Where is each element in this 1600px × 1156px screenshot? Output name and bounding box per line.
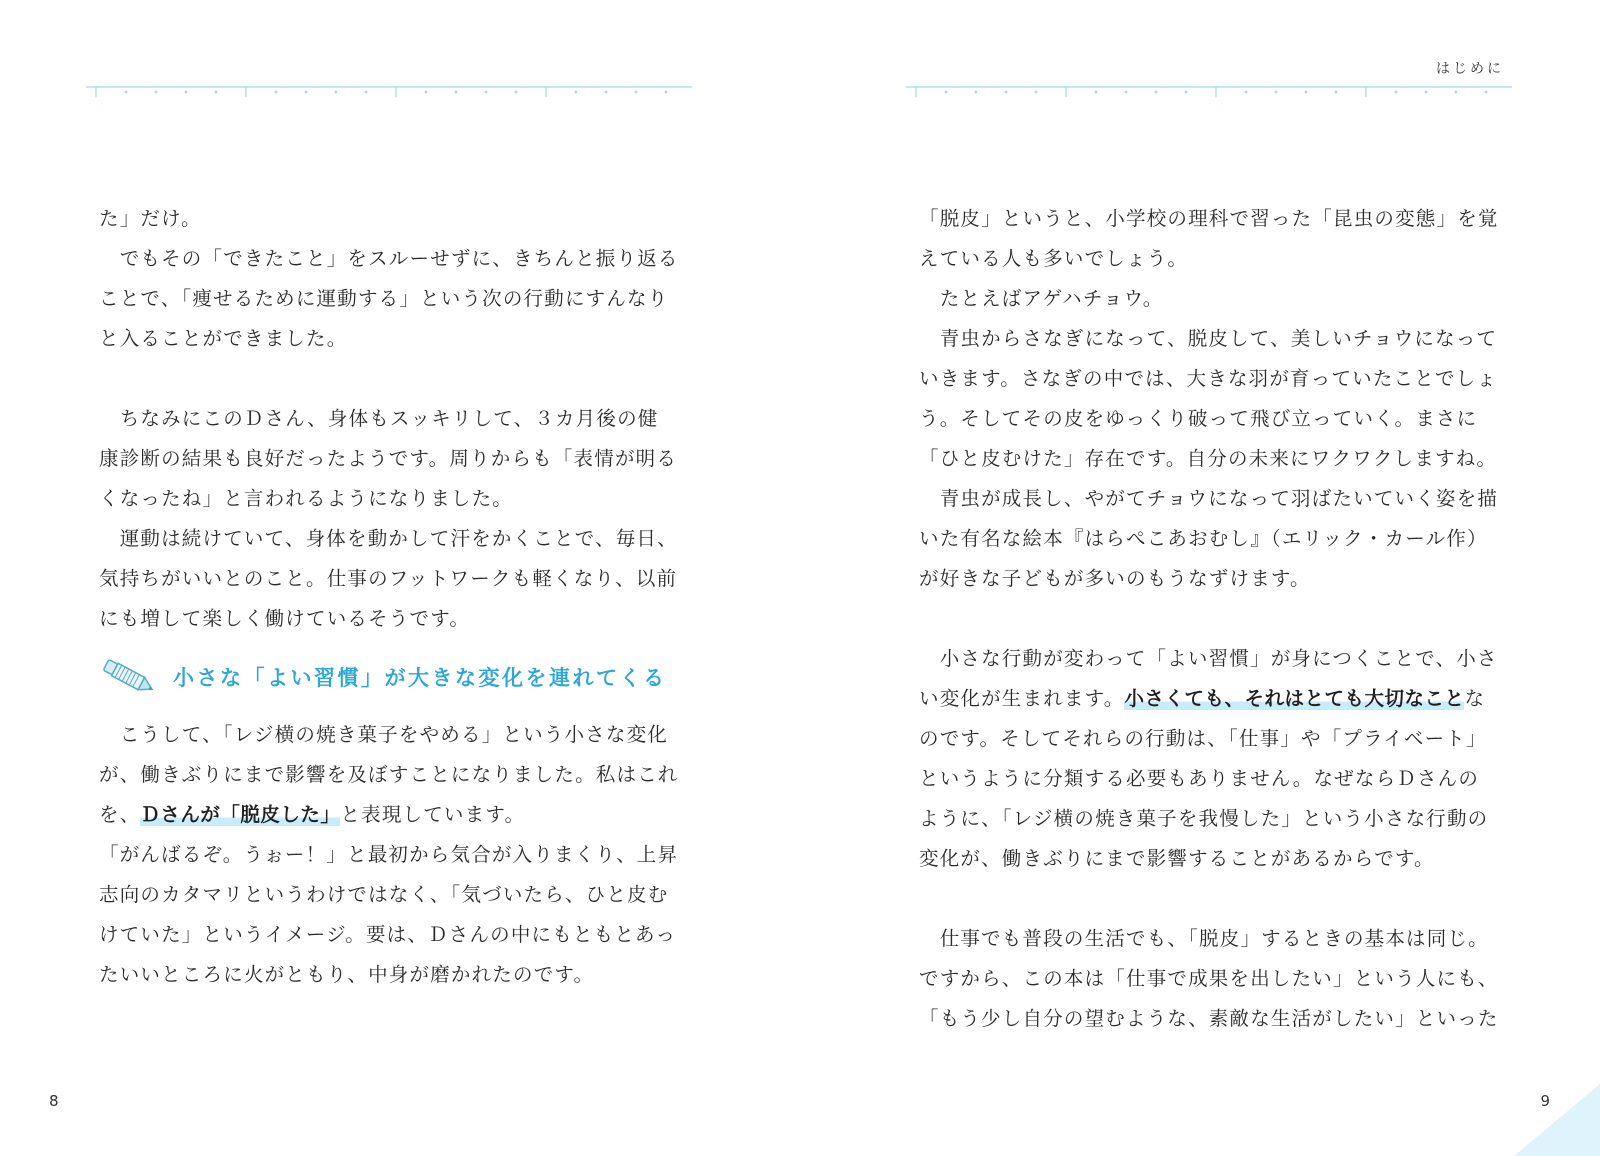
text-line: たいいところに火がともり、中身が磨かれたのです。 <box>99 963 595 986</box>
text-line: えている人も多いでしょう。 <box>919 247 1189 270</box>
text-line: 変化が、働きぶりにまで影響することがあるからです。 <box>919 847 1435 870</box>
corner-triangle <box>1514 1084 1600 1156</box>
blank-line <box>99 359 687 399</box>
right-page <box>800 0 1600 1156</box>
text-line: 青虫からさなぎになって、脱皮して、美しいチョウになって <box>919 327 1498 350</box>
highlight-text: 小さくても、それはとても大切なこと <box>1124 687 1465 710</box>
emphasis-line <box>919 679 1507 719</box>
text-line: 青虫が成長し、やがてチョウになって羽ばたいていく姿を描 <box>919 487 1499 510</box>
text-line: と入ることができました。 <box>99 327 348 350</box>
text-line: 「がんばるぞ。うぉー！」と最初から気合が入りまくり、上昇 <box>99 843 679 866</box>
text-segment: を、 <box>99 803 141 826</box>
text-line: 康診断の結果も良好だったようです。周りからも「表情が明る <box>99 447 678 470</box>
page-number: 8 <box>49 1092 59 1110</box>
text-line: う。そしてその皮をゆっくり破って飛び立っていく。まさに <box>919 407 1478 430</box>
page-number: 9 <box>1540 1092 1550 1110</box>
text-line: いた有名な絵本『はらぺこあおむし』（エリック・カール作） <box>919 527 1488 550</box>
text-segment: い変化が生まれます。 <box>919 687 1125 710</box>
text-segment: と表現しています。 <box>340 803 526 826</box>
text-line: 小さな行動が変わって「よい習慣」が身につくことで、小さ <box>919 647 1498 670</box>
left-body-text <box>99 199 687 995</box>
pencil-icon <box>97 651 161 703</box>
text-line: くなったね」と言われるようになりました。 <box>99 487 514 510</box>
text-line: 「もう少し自分の望むような、素敵な生活がしたい」といった <box>919 1007 1499 1030</box>
text-line: ちなみにこのＤさん、身体もスッキリして、３カ月後の健 <box>99 407 659 430</box>
text-line: というように分類する必要もありません。なぜならＤさんの <box>919 767 1480 790</box>
text-line: こうして、「レジ横の焼き菓子をやめる」という小さな変化 <box>99 723 668 746</box>
blank-line <box>919 879 1507 919</box>
text-line: いきます。さなぎの中では、大きな羽が育っていたことでしょ <box>919 367 1498 390</box>
text-line: 志向のカタマリというわけではなく、「気づいたら、ひと皮む <box>99 883 669 906</box>
text-line: た」だけ。 <box>99 207 202 230</box>
running-head: はじめに <box>1436 61 1504 77</box>
text-line: ように、「レジ横の焼き菓子を我慢した」という小さな行動の <box>919 807 1489 830</box>
right-body-text <box>919 199 1507 1039</box>
text-line: のです。そしてそれらの行動は、「仕事」や「プライベート」 <box>919 727 1487 750</box>
text-line: にも増して楽しく働けているそうです。 <box>99 607 471 630</box>
text-line: たとえばアゲハチョウ。 <box>919 287 1164 310</box>
section-heading-row <box>97 639 687 715</box>
text-line: 気持ちがいいとのこと。仕事のフットワークも軽くなり、以前 <box>99 567 678 590</box>
text-line: 運動は続けていて、身体を動かして汗をかくことで、毎日、 <box>99 527 678 550</box>
emphasis-line <box>99 795 687 835</box>
text-line: ことで、「痩せるために運動する」という次の行動にすんなり <box>99 287 669 310</box>
text-line: が好きな子どもが多いのもうなずけます。 <box>919 567 1311 590</box>
text-line: でもその「できたこと」をスルーせずに、きちんと振り返る <box>99 247 679 270</box>
text-line: が、働きぶりにまで影響を及ぼすことになりました。私はこれ <box>99 763 679 786</box>
header-ruler-left <box>86 86 692 98</box>
header-ruler-right <box>906 86 1512 98</box>
text-segment: な <box>1464 687 1486 710</box>
highlight-text: Ｄさんが「脱皮した」 <box>140 803 341 826</box>
text-line: 仕事でも普段の生活でも、「脱皮」するときの基本は同じ。 <box>919 927 1489 950</box>
blank-line <box>919 599 1507 639</box>
text-line: 「ひと皮むけた」存在です。自分の未来にワクワクしますね。 <box>919 447 1498 470</box>
text-line: けていた」というイメージ。要は、Ｄさんの中にもともとあっ <box>99 923 677 946</box>
text-line: 「脱皮」というと、小学校の理科で習った「昆虫の変態」を覚 <box>919 207 1499 230</box>
section-heading: 小さな「よい習慣」が大きな変化を連れてくる <box>173 666 667 690</box>
text-line: ですから、この本は「仕事で成果を出したい」という人にも、 <box>919 967 1499 990</box>
